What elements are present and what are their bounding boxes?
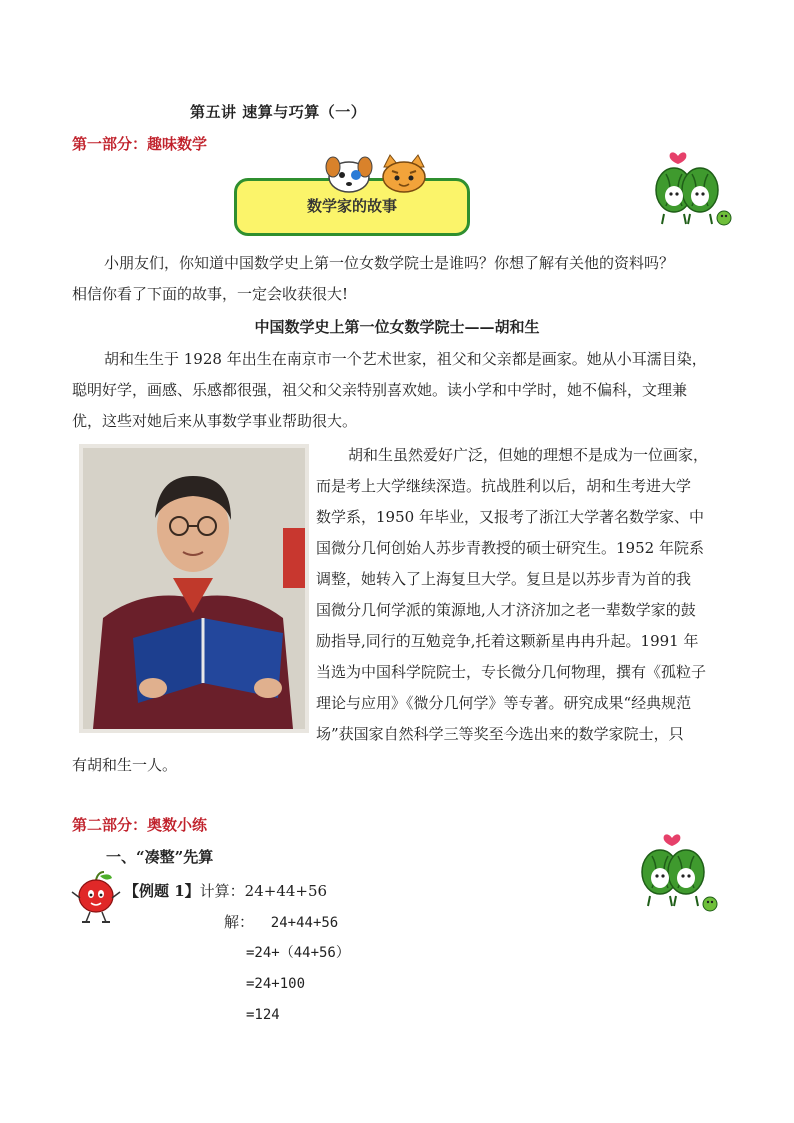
story-para2-line: 调整，她转入了上海复旦大学。复旦是以苏步青为首的我 <box>316 570 692 588</box>
watermelon-mascot-icon <box>634 830 724 915</box>
heart-icon <box>670 152 687 164</box>
solution-step: 24+44+56 <box>270 915 339 931</box>
portrait-photo <box>79 444 309 733</box>
story-para2-line: 数学系，1950 年毕业，又报考了浙江大学著名数学家、中 <box>316 508 704 526</box>
story-para2-line: 国微分几何学派的策源地,人才济济加之老一辈数学家的鼓 <box>316 601 696 619</box>
story-para2-line: 场”获国家自然科学三等奖至今选出来的数学家院士，只 <box>316 725 684 743</box>
section-heading-olympiad-practice: 第二部分：奥数小练 <box>72 816 208 834</box>
intro-line-2: 相信你看了下面的故事，一定会收获很大! <box>72 285 349 303</box>
story-para2-line: 理论与应用》《微分几何学》等专著。研究成果“经典规范 <box>316 694 692 712</box>
dog-icon <box>323 153 375 193</box>
solution-label: 解： <box>224 913 255 931</box>
heart-icon <box>664 834 681 846</box>
subsection-heading: 一、“凑整”先算 <box>106 848 214 866</box>
solution-step: =24+100 <box>246 976 306 992</box>
story-para1-line: 胡和生生于 1928 年出生在南京市一个艺术世家，祖父和父亲都是画家。她从小耳濡目染， <box>104 350 707 368</box>
example-label: 【例题 1】 <box>124 882 200 900</box>
story-para2-line: 当选为中国科学院院士，专长微分几何物理，撰有《孤粒子 <box>316 663 707 681</box>
story-para2-line: 而是考上大学继续深造。抗战胜利以后，胡和生考进大学 <box>316 477 692 495</box>
example-line <box>124 876 327 907</box>
banner-text: 数学家的故事 <box>306 197 397 215</box>
intro-line-1: 小朋友们，你知道中国数学史上第一位女数学院士是谁吗？你想了解有关他的资料吗？ <box>104 254 675 272</box>
story-para2-line: 国微分几何创始人苏步青教授的硕士研究生。1952 年院系 <box>316 539 704 557</box>
apple-mascot-icon <box>70 870 122 926</box>
cat-icon <box>378 153 430 193</box>
story-para1-line: 优，这些对她后来从事数学事业帮助很大。 <box>72 412 358 430</box>
portrait-illustration <box>83 448 305 729</box>
watermelon-mascot-icon <box>650 148 740 233</box>
story-para2-line: 励指导,同行的互勉竞争,托着这颗新星冉冉升起。1991 年 <box>316 632 699 650</box>
solution-step: =124 <box>246 1007 280 1023</box>
solution-step: =24+（44+56） <box>246 945 350 961</box>
story-para2-line: 胡和生虽然爱好广泛，但她的理想不是成为一位画家， <box>348 446 709 464</box>
page-title: 第五讲 速算与巧算（一） <box>190 103 367 121</box>
story-para2-last-line: 有胡和生一人。 <box>72 756 178 774</box>
story-banner <box>228 153 474 239</box>
example-prompt: 计算：24+44+56 <box>199 882 328 900</box>
story-para1-line: 聪明好学，画感、乐感都很强，祖父和父亲特别喜欢她。读小学和中学时，她不偏科，文理兼 <box>72 381 688 399</box>
solution-line <box>224 907 338 939</box>
section-heading-fun-math: 第一部分：趣味数学 <box>72 135 208 153</box>
story-heading: 中国数学史上第一位女数学院士——胡和生 <box>254 318 540 336</box>
